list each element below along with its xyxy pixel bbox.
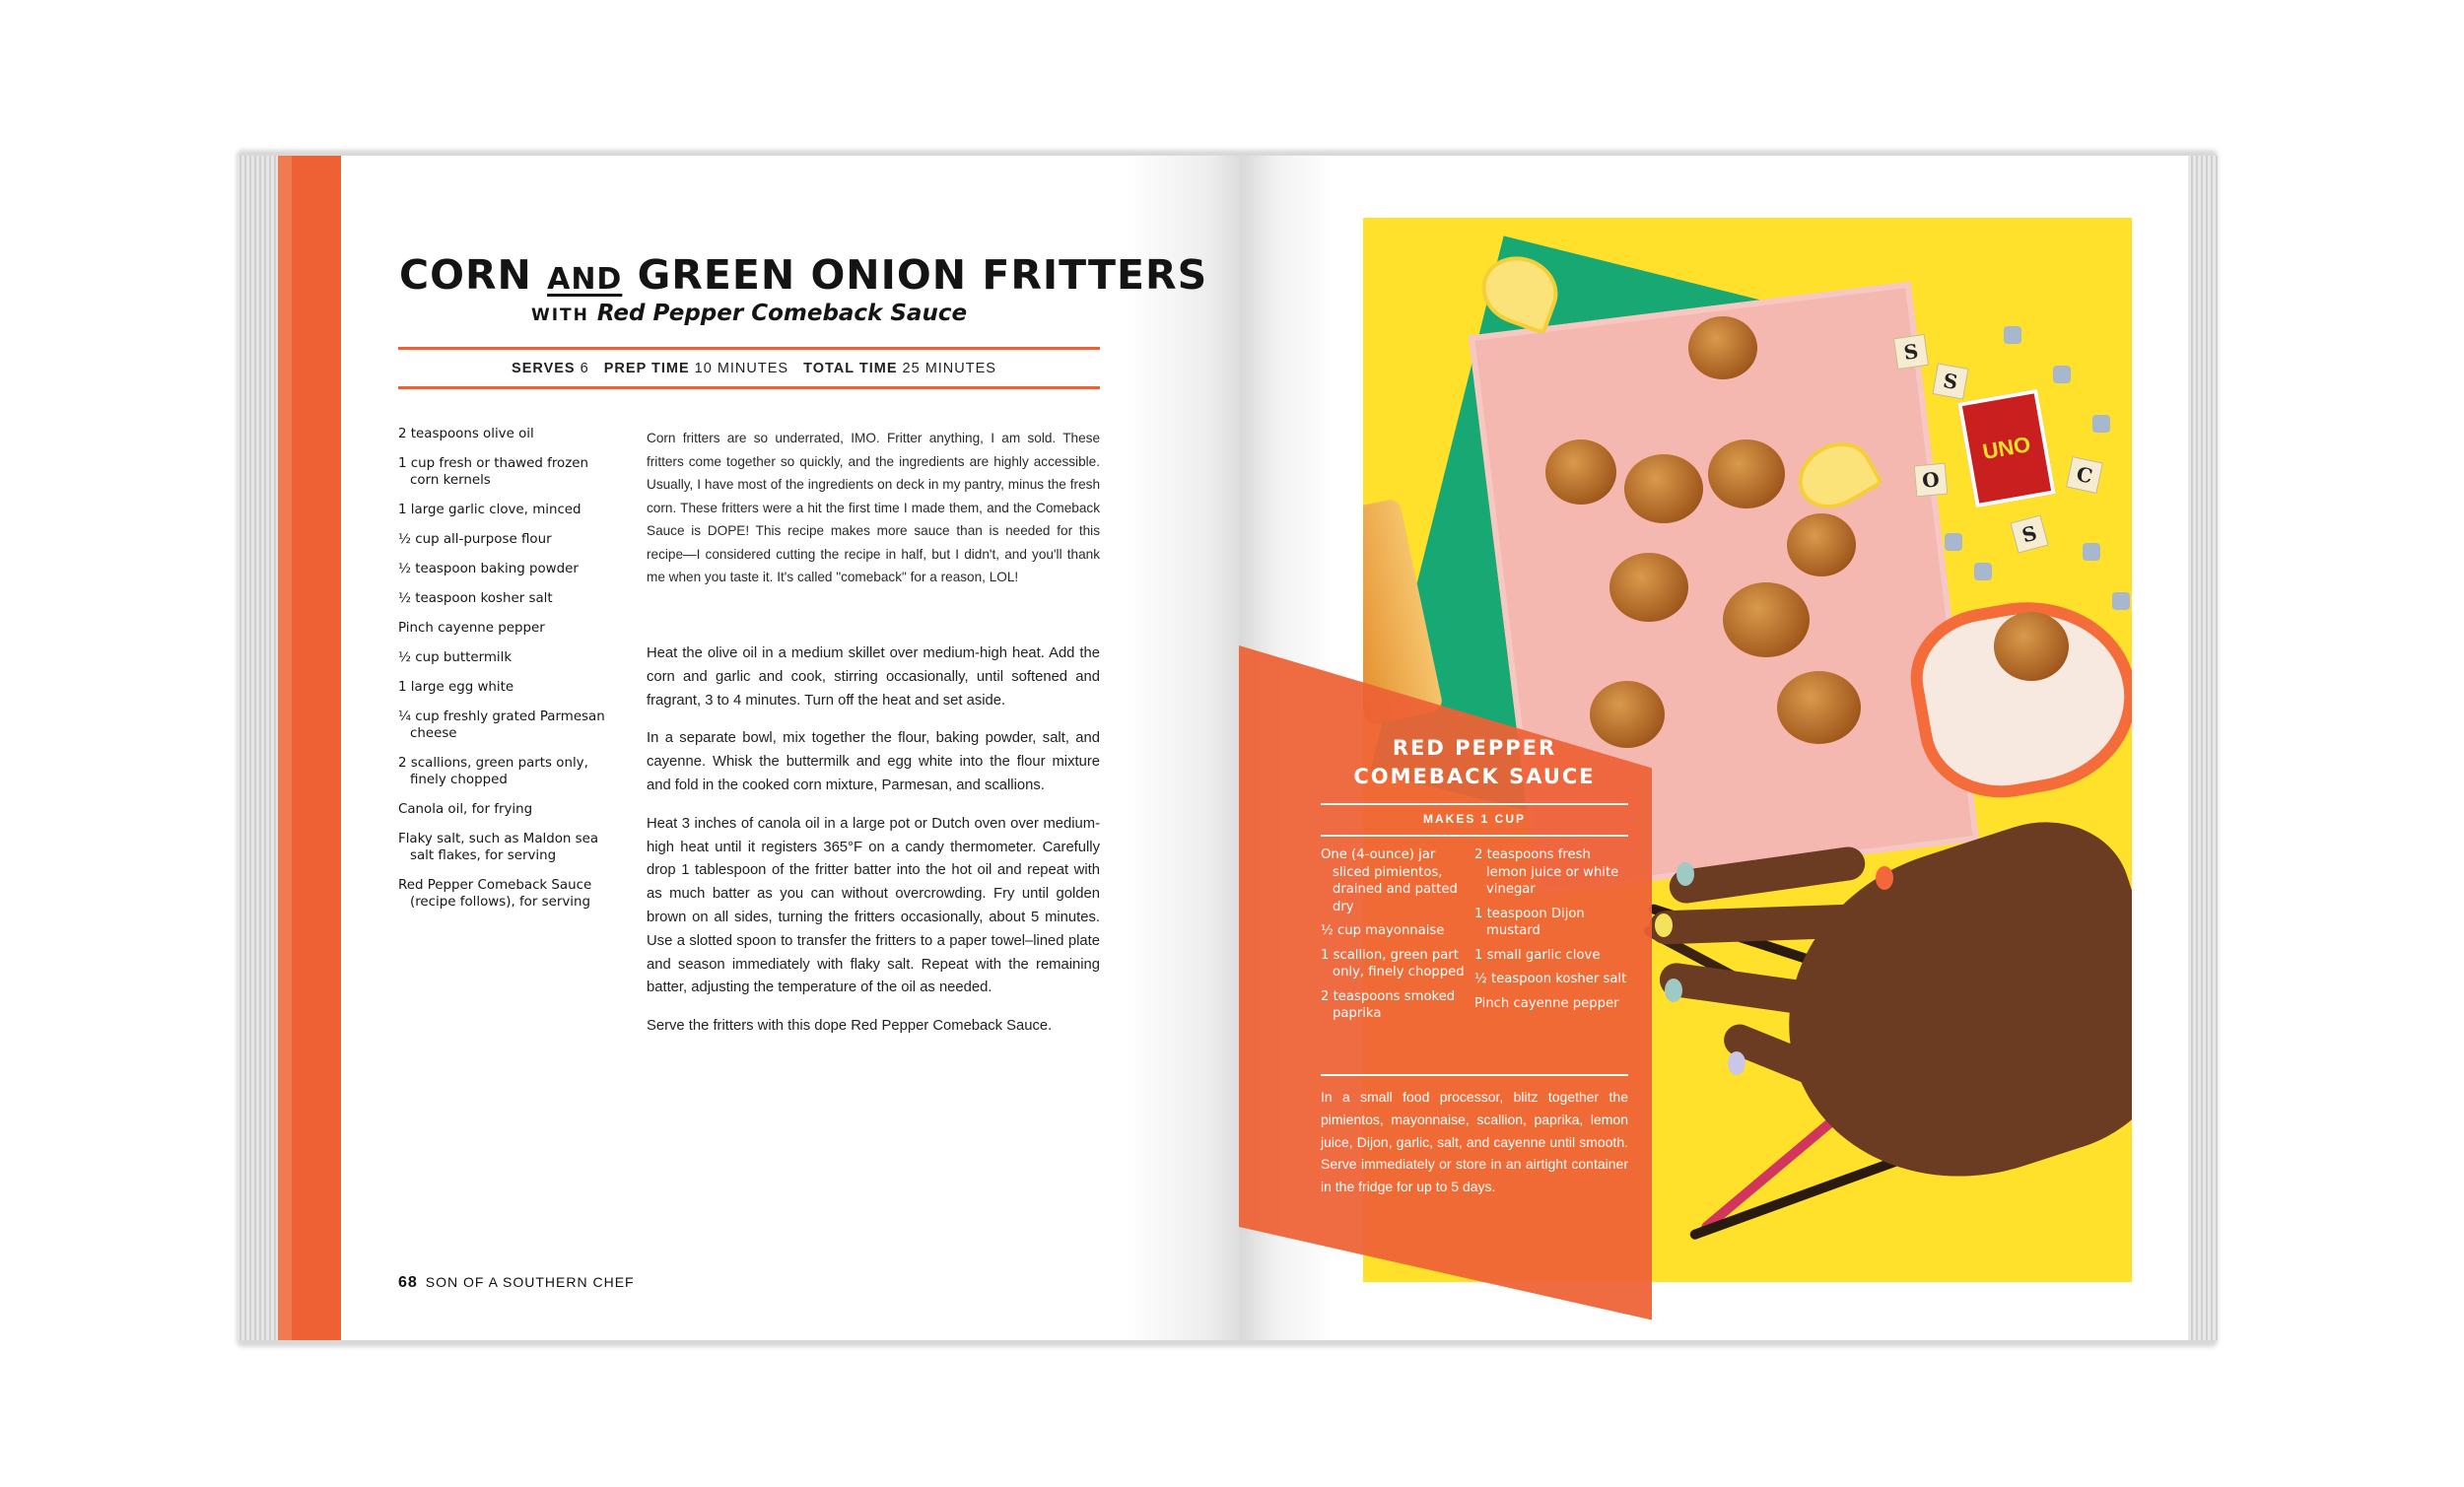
puzzle-piece (1945, 533, 1962, 551)
sauce-ingredients-col-1 (1321, 846, 1469, 1030)
subtitle-sauce: Red Pepper Comeback Sauce (596, 301, 968, 326)
fritter (1609, 553, 1688, 622)
ingredient-item: ½ cup buttermilk (398, 650, 513, 665)
sauce-ingredients-col-2 (1474, 846, 1632, 1019)
sauce-ingredient: 1 small garlic clove (1474, 947, 1601, 963)
subtitle-with: WITH (530, 305, 589, 325)
sauce-ingredient: ½ cup mayonnaise (1321, 923, 1445, 938)
serves-label: SERVES (512, 361, 576, 376)
ingredient-item: 1 cup fresh or thawed frozen corn kernels (398, 456, 588, 488)
ingredient-item: Pinch cayenne pepper (398, 621, 545, 636)
painted-nail (1728, 1051, 1745, 1075)
sauce-yield: MAKES 1 CUP (1422, 812, 1526, 826)
letter-tile: C (2066, 456, 2103, 494)
recipe-steps (647, 642, 1100, 1053)
ingredient-item: ½ teaspoon baking powder (398, 562, 579, 576)
painted-nail (1677, 862, 1694, 886)
prep-value: 10 MINUTES (694, 361, 789, 376)
fritter (1723, 582, 1810, 657)
total-value: 25 MINUTES (902, 361, 996, 376)
title-rule-top (398, 347, 1100, 350)
puzzle-piece (2004, 326, 2021, 344)
ingredient-item: 1 large egg white (398, 680, 514, 695)
puzzle-piece (2092, 415, 2110, 433)
recipe-subtitle (399, 301, 1099, 326)
puzzle-piece (2112, 592, 2130, 610)
orange-edge-band (278, 156, 292, 1340)
puzzle-piece (2053, 366, 2071, 383)
fritter (1688, 316, 1757, 379)
painted-nail (1665, 979, 1682, 1002)
sauce-method: In a small food processor, blitz together the pimientos, mayonnaise, scallion, paprika, lemon juice, Dijon, garlic, salt, and cayenne until smooth. Serve immediately or store in an airtight container in the fridge for up to 5 days. (1321, 1089, 1628, 1195)
page-number: 68 (398, 1274, 418, 1291)
sauce-rule (1321, 835, 1628, 837)
sauce-title-line-1: RED PEPPER (1392, 736, 1557, 760)
recipe-step: Heat 3 inches of canola oil in a large pot or Dutch oven over medium-high heat until it registers 365°F on a candy thermometer. Carefully drop 1 tablespoon of the fritter batter into the hot oil and repeat with as much batter as you can without overcrowding. Fry until golden brown on all sides, turning the fritters occasionally, about 5 minutes. Use a slotted spoon to transfer the fritters to a paper towel–lined plate and season immediately with flaky salt. Repeat with the remaining batter, adjusting the temperature of the oil as needed. (647, 815, 1100, 996)
sauce-ingredient: One (4-ounce) jar sliced pimientos, drained and patted dry (1321, 847, 1458, 914)
recipe-title (399, 251, 1208, 299)
orange-side-band (292, 156, 341, 1340)
puzzle-piece (2083, 543, 2100, 561)
page-edges-right (2186, 156, 2218, 1340)
fritter (1545, 439, 1616, 505)
recipe-intro: Corn fritters are so underrated, IMO. Fritter anything, I am sold. These fritters come together so quickly, and the ingredients are highly accessible. Usually, I have most of the ingredients on deck in my pantry, minus the fresh corn. These fritters were a hit the first time I made them, and the Comeback Sauce is DOPE! This recipe makes more sauce than is needed for this recipe—I considered cutting the recipe in half, but I didn't, and you'll thank me when you taste it. It's called "comeback" for a reason, LOL! (647, 431, 1100, 584)
sauce-ingredient: Pinch cayenne pepper (1474, 995, 1619, 1011)
ingredient-item: Flaky salt, such as Maldon sea salt flakes, for serving (398, 832, 599, 863)
letter-tile: O (1914, 463, 1949, 498)
sauce-title-line-2: COMEBACK SAUCE (1353, 765, 1596, 788)
sauce-ingredient: 1 teaspoon Dijon mustard (1474, 906, 1585, 938)
ingredient-item: 2 scallions, green parts only, finely chopped (398, 756, 588, 787)
sauce-title (1321, 734, 1628, 791)
total-label: TOTAL TIME (803, 361, 898, 376)
painted-nail (1876, 866, 1893, 890)
sauce-ingredient: ½ teaspoon kosher salt (1474, 972, 1627, 986)
prep-label: PREP TIME (603, 361, 690, 376)
painted-nail (1655, 913, 1673, 937)
sauce-ingredient: 2 teaspoons fresh lemon juice or white vinegar (1474, 847, 1619, 897)
fritter (1777, 671, 1861, 744)
title-rule-bottom (398, 386, 1100, 389)
letter-tile: S (1893, 334, 1929, 370)
ingredient-item: 2 teaspoons olive oil (398, 427, 534, 441)
recipe-meta (398, 361, 1100, 376)
serves-value: 6 (580, 361, 589, 376)
fritter (1787, 513, 1856, 576)
book-title: SON OF A SOUTHERN CHEF (425, 1274, 635, 1290)
title-part-2: GREEN ONION FRITTERS (637, 251, 1208, 299)
sauce-rule (1321, 1074, 1628, 1076)
ingredients-list (398, 426, 605, 923)
title-and: AND (547, 262, 623, 297)
recipe-step: Heat the olive oil in a medium skillet over medium-high heat. Add the corn and garlic and cook, stirring occasionally, until softened and fragrant, 3 to 4 minutes. Turn off the heat and set aside. (647, 645, 1100, 709)
recipe-step: In a separate bowl, mix together the flour, baking powder, salt, and cayenne. Whisk the buttermilk and egg white into the flour mixture and fold in the cooked corn mixture, Parmesan, and scallions. (647, 730, 1100, 793)
letter-tile: S (1932, 363, 1968, 399)
sauce-rule (1321, 803, 1628, 805)
letter-tile: S (2010, 514, 2048, 553)
ingredient-item: Red Pepper Comeback Sauce (recipe follows), for serving (398, 878, 592, 910)
ingredient-item: ½ cup all-purpose flour (398, 532, 552, 547)
fritter (1994, 612, 2069, 681)
sauce-ingredient: 2 teaspoons smoked paprika (1321, 988, 1456, 1021)
sauce-ingredient: 1 scallion, green part only, finely chopped (1321, 947, 1465, 980)
ingredient-item: ½ teaspoon kosher salt (398, 591, 553, 606)
ingredient-item: 1 large garlic clove, minced (398, 503, 582, 517)
title-part-1: CORN (399, 251, 532, 299)
recipe-step: Serve the fritters with this dope Red Pepper Comeback Sauce. (647, 1018, 1053, 1035)
uno-card: UNO (1957, 389, 2056, 508)
ingredient-item: ¼ cup freshly grated Parmesan cheese (398, 710, 605, 741)
ingredient-item: Canola oil, for frying (398, 802, 533, 817)
fritter (1624, 454, 1703, 523)
puzzle-piece (1974, 563, 1992, 580)
fritter (1708, 439, 1785, 508)
page-folio (398, 1274, 635, 1292)
